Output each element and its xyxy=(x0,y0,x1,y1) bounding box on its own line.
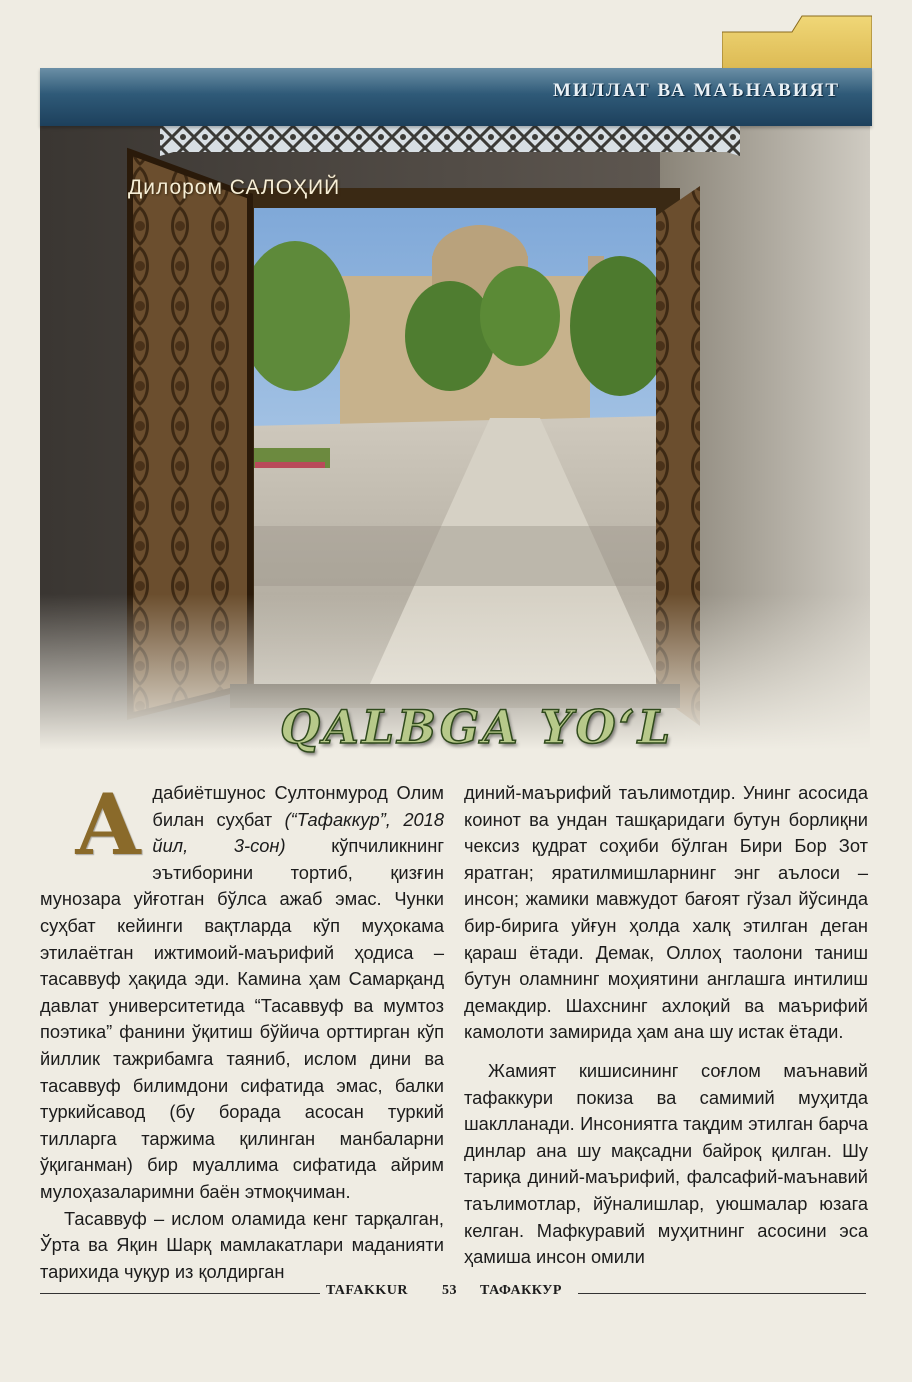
section-title: МИЛЛАТ ВА МАЪНАВИЯТ xyxy=(553,80,840,101)
text-column-right xyxy=(464,780,868,1271)
footer-label-latin: TAFAKKUR xyxy=(326,1283,409,1298)
footer-label-cyrillic: ТАФАККУР xyxy=(480,1283,562,1298)
footer-rule-left xyxy=(40,1293,320,1294)
page-number: 53 xyxy=(442,1283,457,1298)
paragraph: Жамият кишисининг соғлом маънавий тафаккури покиза ва самимий муҳитда шаклланади. Инсониятга тақдим этилган барча динлар ана шу мақсадни байроқ қилган. Шу тариқа диний-маърифий, фалсафий-маънавий таълимотлар, йўналишлар, уюшмалар юзага келган. Мафкуравий муҳитнинг асосини эса ҳамиша инсон омили xyxy=(464,1059,868,1268)
article-author: Дилором САЛОҲИЙ xyxy=(128,176,341,199)
drop-cap: А xyxy=(74,775,143,874)
footer-rule-right xyxy=(578,1293,866,1294)
paragraph-text: кўпчиликнинг эътиборини тортиб, қизғин мунозара уйғотган бўлса ажаб эмас. Чунки суҳбат кейинги вақтларда кўп муҳокама этилаётган ижтимоий-маърифий ҳодиса – тасаввуф ҳақида эди. Камина ҳам Самарқанд давлат университетида “Тасаввуф ва мумтоз поэтика” фанини ўқитиш бўйича орттирган кўп йиллик тажрибамга таяниб, ислом дини ва тасаввуф билимдони сифатида эмас, балки туркийсавод (бу борада асосан туркий тилларга таржима қилинган манбаларни ўқиганман) бир муаллима сифатида айрим мулоҳазаларимни баён этмоқчиман. xyxy=(40,835,444,1202)
text-column-left xyxy=(40,775,444,1285)
paragraph: диний-маърифий таълимотдир. Унинг асосида коинот ва ундан ташқаридаги бутун борлиқни чексиз қудрат соҳиби бўлган Бири Бор Зот яратган; яратилмишларнинг энг аълоси – инсон; жамики мавжудот бағоят гўзал йўсинда бир-бирига уйғун ҳолда халқ этилган деган қараш ётади. Демак, Оллоҳ таолони таниш бутун оламнинг моҳиятини англашга интилиш демакдир. Шахснинг ахлоқий ва маърифий камолоти замирида ҳам ана шу истак ётади. xyxy=(464,782,868,1043)
page-footer xyxy=(40,1283,866,1303)
paragraph-text: дабиётшунос Султонмурод Олим билан суҳбат xyxy=(152,782,444,830)
paragraph: Тасаввуф – ислом оламида кенг тарқалган, Ўрта ва Яқин Шарқ мамлакатлари маданияти тарихида чуқур из қолдирган xyxy=(40,1207,444,1282)
hero-photo xyxy=(40,126,870,750)
mosque-gate-photo-icon xyxy=(40,126,870,750)
article-title: QALBGA YO‘L xyxy=(280,700,674,754)
citation: (“Тафаккур”, 2018 йил, 3-сон) xyxy=(152,808,444,857)
paragraph xyxy=(40,775,444,1206)
